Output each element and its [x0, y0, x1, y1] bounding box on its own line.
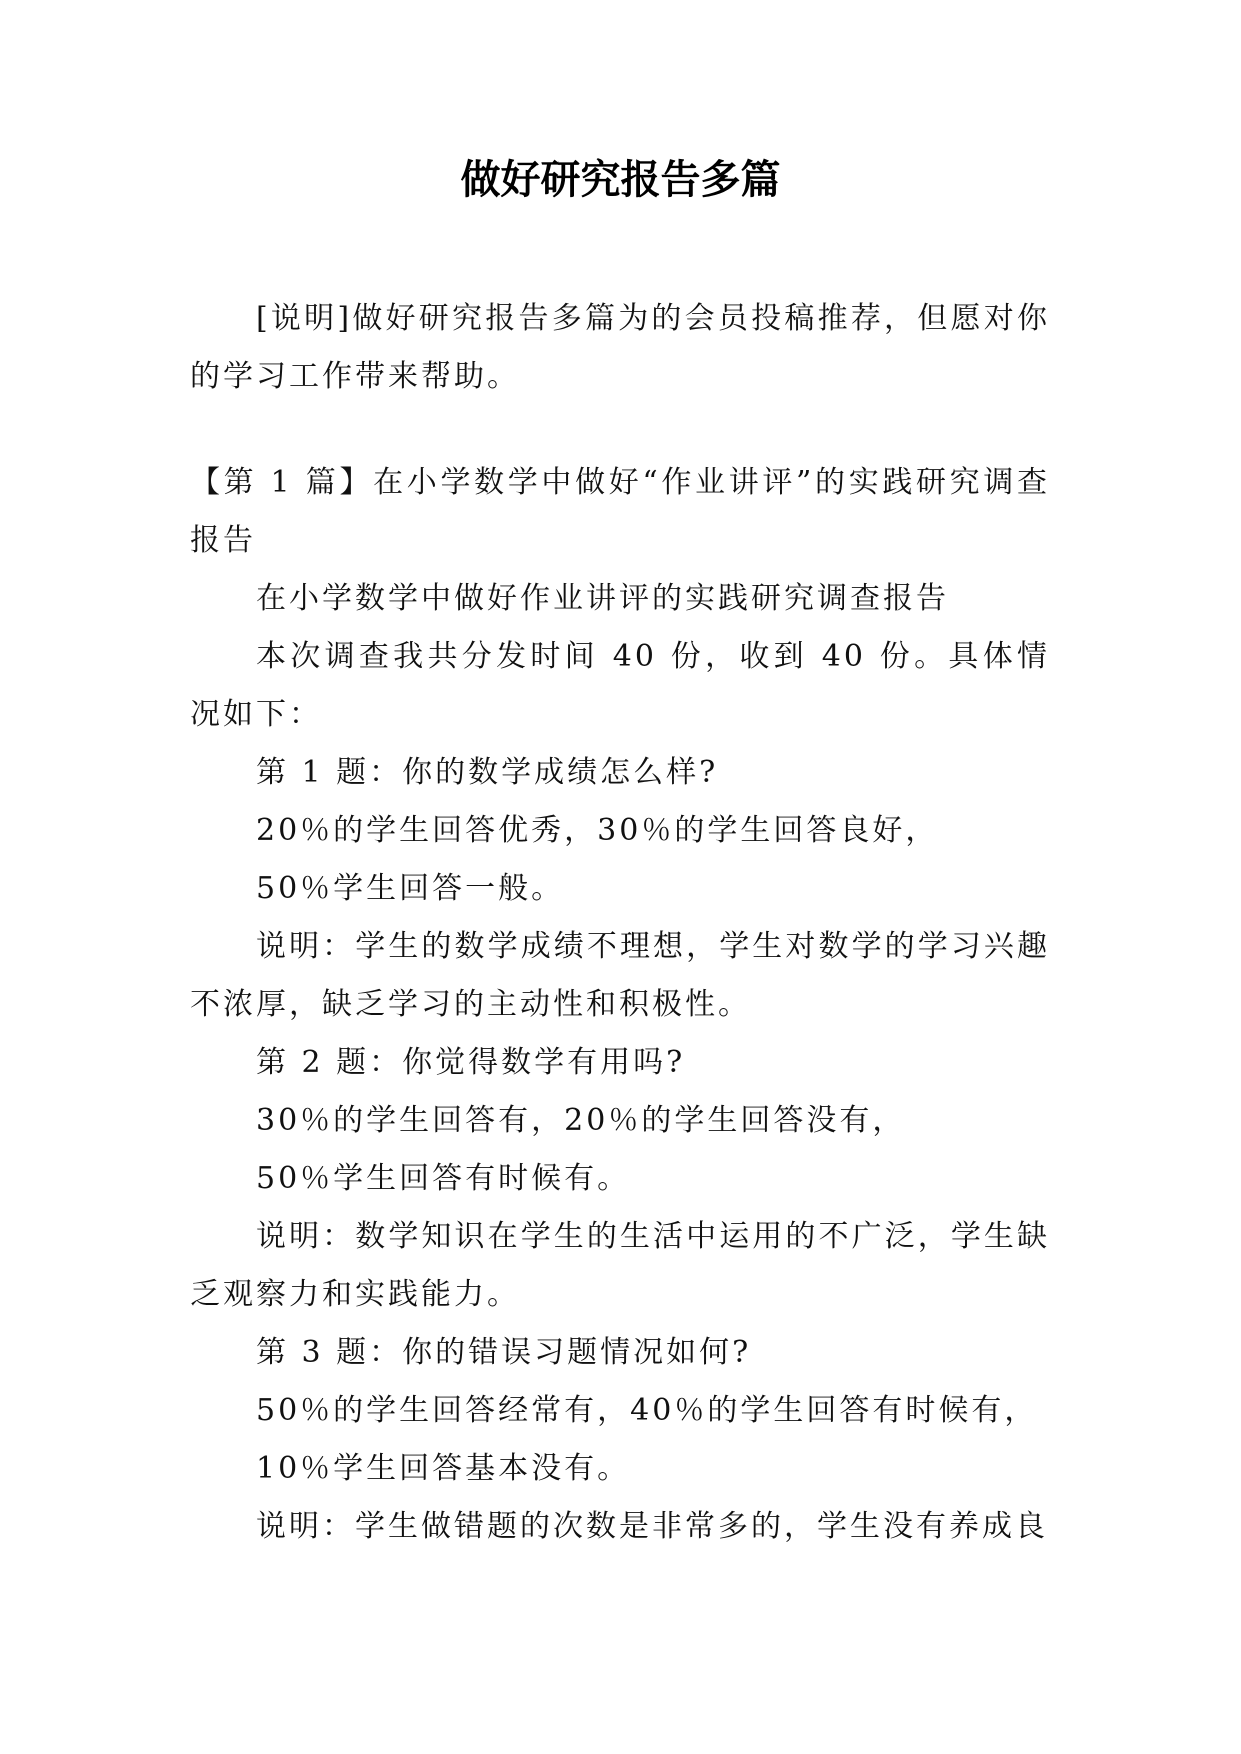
answer-paragraph: 50％学生回答一般。 [256, 871, 565, 906]
answer-paragraph: 10％学生回答基本没有。 [256, 1451, 631, 1486]
article-heading: 【第 1 篇】在小学数学中做好“作业讲评”的实践研究调查报告 [190, 465, 1050, 558]
explanation-paragraph: 说明：学生做错题的次数是非常多的，学生没有养成良 [256, 1509, 1048, 1544]
paragraph-gap [190, 406, 1050, 454]
document-body [190, 290, 1050, 1556]
explanation-paragraph: 说明：数学知识在学生的生活中运用的不广泛，学生缺乏观察力和实践能力。 [190, 1219, 1050, 1312]
answer-paragraph: 20％的学生回答优秀，30％的学生回答良好， [256, 813, 939, 848]
question-paragraph: 第 2 题：你觉得数学有用吗? [256, 1045, 686, 1080]
question-paragraph: 第 1 题：你的数学成绩怎么样? [256, 755, 719, 790]
intro-paragraph: [说明]做好研究报告多篇为的会员投稿推荐，但愿对你的学习工作带来帮助。 [190, 301, 1050, 394]
answer-paragraph: 30％的学生回答有，20％的学生回答没有， [256, 1103, 906, 1138]
answer-paragraph: 50％的学生回答经常有，40％的学生回答有时候有， [256, 1393, 1038, 1428]
document-title: 做好研究报告多篇 [460, 156, 781, 203]
answer-paragraph: 50％学生回答有时候有。 [256, 1161, 631, 1196]
paragraph: 在小学数学中做好作业讲评的实践研究调查报告 [256, 581, 949, 616]
explanation-paragraph: 说明：学生的数学成绩不理想，学生对数学的学习兴趣不浓厚，缺乏学习的主动性和积极性。 [190, 929, 1050, 1022]
paragraph: 本次调查我共分发时间 40 份，收到 40 份。具体情况如下： [190, 639, 1050, 732]
question-paragraph: 第 3 题：你的错误习题情况如何? [256, 1335, 752, 1370]
